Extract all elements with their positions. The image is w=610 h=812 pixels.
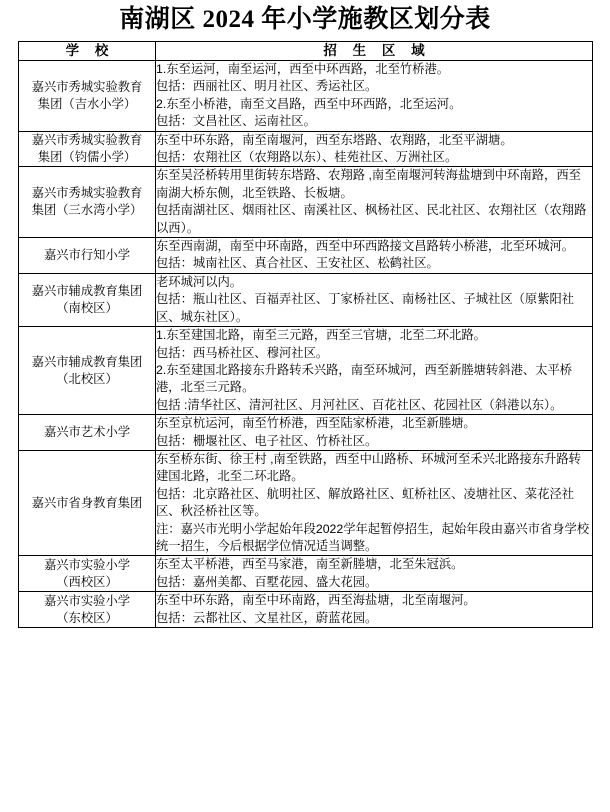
school-name-line: 嘉兴市辅成教育集团 [31, 354, 143, 369]
zone-description-line: 东至桥东街、徐王村 ,南至铁路，西至中山路桥、环城河至禾兴北路接东升路转建国北路，北至二环北路。 [156, 451, 581, 484]
column-header-zone: 招 生 区 域 [156, 42, 593, 61]
zone-description-line: 包括：西马桥社区、穆河社区。 [156, 345, 329, 360]
school-name-cell [19, 238, 156, 274]
zone-description-line: 东至中环东路，南至中环南路，西至海盐塘，北至南堰河。 [156, 593, 476, 608]
zone-description-cell [156, 167, 593, 238]
zone-description-line: 包括：栅堰社区、电子社区、竹桥社区。 [156, 433, 378, 448]
zone-description-line: 1.东至运河，南至运河，西至中环西路，北至竹桥港。 [156, 62, 450, 76]
page-title: 南湖区 2024 年小学施教区划分表 [119, 6, 491, 33]
table-row [19, 167, 593, 238]
zone-description-line: 包括：文昌社区、运南社区。 [156, 114, 316, 129]
school-name-line: 嘉兴市行知小学 [43, 247, 131, 262]
table-container [0, 41, 610, 628]
table-row [19, 327, 593, 415]
school-name-line: 嘉兴市实验小学 [43, 593, 131, 608]
table-row [19, 415, 593, 451]
table-row [19, 273, 593, 326]
school-name-line: 嘉兴市秀城实验教育 [31, 133, 143, 148]
school-name-cell [19, 592, 156, 628]
school-name-cell [19, 327, 156, 415]
zone-description-cell [156, 592, 593, 628]
table-row [19, 556, 593, 592]
school-name-line: 嘉兴市实验小学 [43, 557, 131, 572]
school-name-line: 集团（钧儒小学） [37, 150, 137, 165]
zone-description-cell [156, 327, 593, 415]
zone-description-line: 包括：北京路社区、航明社区、解放路社区、虹桥社区、凌塘社区、菜花泾社区、秋泾桥社区等。 [156, 486, 575, 519]
zone-description-line: 包括：瓶山社区、百福弄社区、丁家桥社区、南杨社区、子城社区（原紫阳社区、城东社区）。 [156, 292, 575, 324]
school-name-line: 嘉兴市省身教育集团 [31, 495, 143, 510]
zone-description-line: 1.东至建国北路，南至三元路，西至三官塘，北至二环北路。 [156, 328, 486, 343]
table-row [19, 131, 593, 167]
school-name-line: 嘉兴市秀城实验教育 [31, 79, 143, 94]
zone-description-line: 东至京杭运河，南至竹桥港，西至陆家桥港，北至新塍塘。 [156, 416, 476, 431]
zone-description-line: 包括南湖社区、烟雨社区、南溪社区、枫杨社区、民北社区、农翔社区（农翔路以西）。 [156, 203, 587, 235]
document-page [0, 3, 610, 812]
school-name-line: 嘉兴市辅成教育集团 [31, 283, 143, 298]
zone-description-line: 包括：城南社区、真合社区、王安社区、松鹤社区。 [156, 256, 439, 271]
school-name-cell [19, 273, 156, 326]
school-name-cell [19, 61, 156, 132]
column-header-school: 学 校 [19, 42, 156, 61]
zone-description-line: 2.东至小桥港，南至文昌路，西至中环西路，北至运河。 [156, 96, 462, 111]
school-name-cell [19, 131, 156, 167]
school-name-line: 集团（三水湾小学） [31, 203, 143, 218]
school-name-line: （东校区） [56, 610, 118, 625]
school-name-line: 嘉兴市秀城实验教育 [31, 186, 143, 201]
header-row [19, 42, 593, 61]
zone-description-line: 包括：农翔社区（农翔路以东）、桂苑社区、万洲社区。 [156, 150, 458, 165]
zone-description-cell [156, 238, 593, 274]
school-name-line: （北校区） [56, 371, 118, 386]
table-header [19, 42, 593, 61]
zone-description-cell [156, 415, 593, 451]
table-row [19, 592, 593, 628]
school-name-cell [19, 167, 156, 238]
school-name-cell [19, 415, 156, 451]
school-name-line: 集团（吉水小学） [37, 96, 137, 111]
zone-description-cell [156, 556, 593, 592]
school-name-cell [19, 450, 156, 555]
zone-description-cell [156, 273, 593, 326]
zone-description-cell [156, 61, 593, 132]
zone-description-line: 2.东至建国北路接东升路转禾兴路，南至环城河，西至新塍塘转斜港、太平桥港，北至三元路。 [156, 362, 573, 395]
zone-description-line: 包括：云都社区、文星社区，蔚蓝花园。 [156, 610, 378, 625]
zone-description-line: 东至吴泾桥转用里街转东塔路、农翔路 ,南至南堰河转海盐塘到中环南路，西至南湖大桥东侧，北至铁路、长板塘。 [156, 168, 581, 200]
table-row [19, 450, 593, 555]
zone-description-line: 东至太平桥港，西至马家港，南至新塍塘，北至朱冠浜。 [156, 557, 464, 572]
zone-description-line: 包括：西丽社区、明月社区、秀运社区。 [156, 79, 378, 94]
zone-description-line: 注：嘉兴市光明小学起始年段2022学年起暂停招生，起始年段由嘉兴市省身学校统一招生，今后根据学位情况适当调整。 [156, 521, 590, 553]
zone-description-line: 老环城河以内。 [156, 274, 243, 289]
table-row [19, 61, 593, 132]
school-name-line: （南校区） [56, 300, 118, 315]
zone-description-line: 包括 :清华社区、清河社区、月河社区、百花社区、花园社区（斜港以东）。 [156, 397, 563, 412]
school-name-line: （西校区） [56, 574, 118, 589]
zone-description-line: 东至中环东路，南至南堰河，西至东塔路、农翔路，北至平湖塘。 [156, 132, 513, 147]
table-row [19, 238, 593, 274]
school-district-table [18, 41, 593, 628]
zone-description-line: 东至西南湖，南至中环南路，西至中环西路接文昌路转小桥港，北至环城河。 [156, 239, 575, 254]
school-name-cell [19, 556, 156, 592]
table-body [19, 61, 593, 628]
school-name-line: 嘉兴市艺术小学 [43, 425, 131, 440]
zone-description-cell [156, 450, 593, 555]
zone-description-line: 包括：嘉州美都、百墅花园、盛大花园。 [156, 574, 378, 589]
zone-description-cell [156, 131, 593, 167]
